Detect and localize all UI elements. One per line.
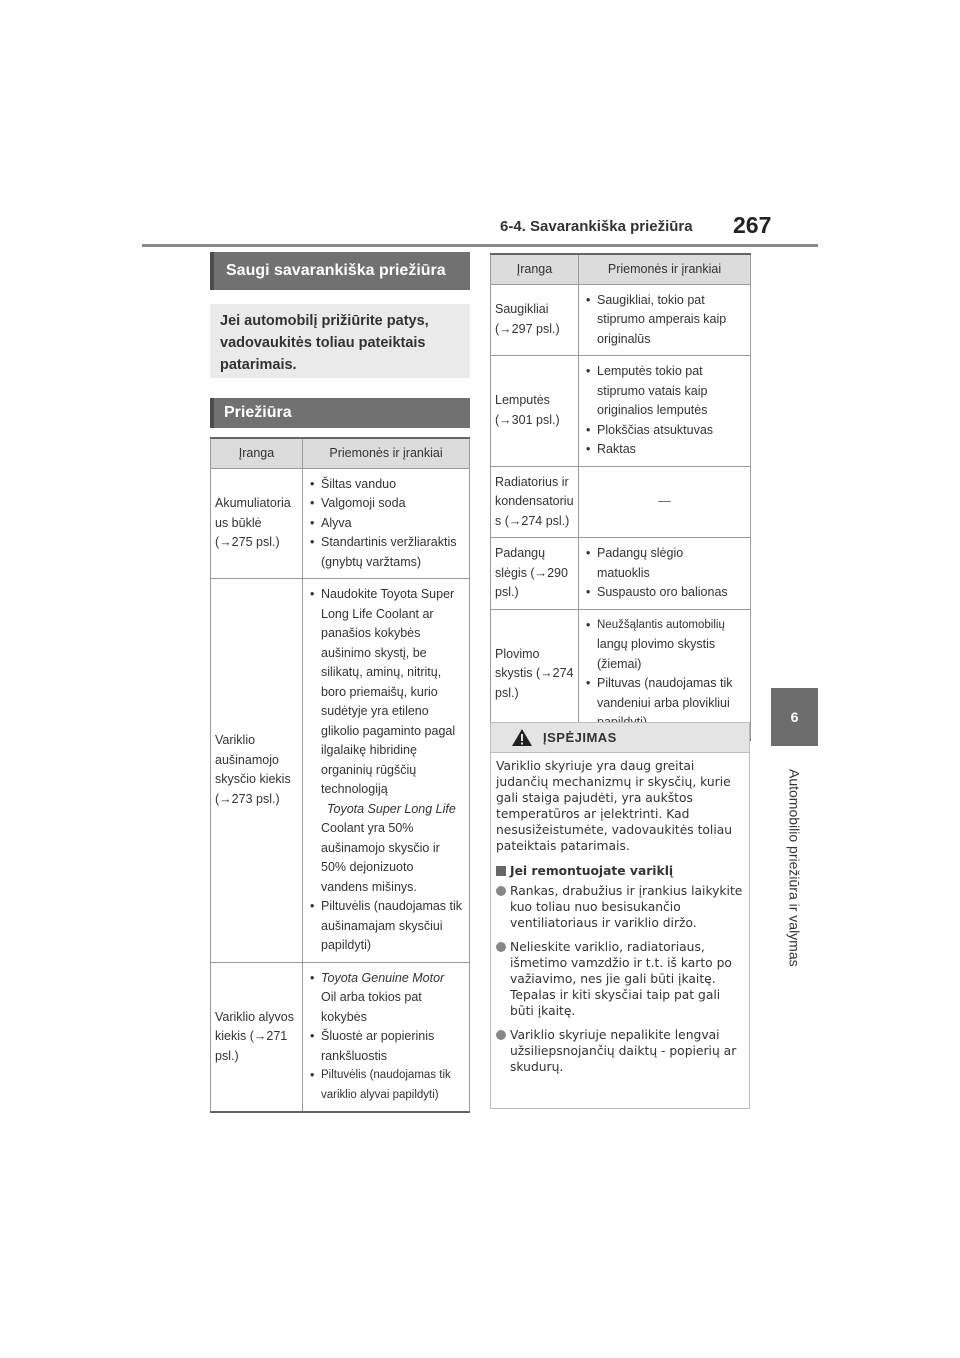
chapter-title-text: Automobilio priežiūra ir valymas [786,768,803,967]
chapter-title-vertical [771,760,818,975]
warning-item: Nelieskite variklio, radiatoriaus, išmetimo vamzdžio ir t.t. iš karto po važiavimo, nes jie gali būti įkaitę. Tepalas ir kiti skysčiai taip pat gali būti įkaitę. [496,939,744,1019]
tool-item: • Plokščias atsuktuvas [583,421,746,441]
column-header: Priemonės ir įrankiai [579,254,751,284]
device-cell [491,466,579,538]
tools-cell [579,609,751,740]
table-row [211,962,470,1112]
device-line: skystis (→274 [495,666,574,681]
tool-item: • Piltuvėlis (naudojamas tik aušinamajam skysčiui papildyti) [307,897,465,956]
device-line: us būklė [215,515,262,530]
column-header: Įranga [491,254,579,284]
tool-item: • Standartinis veržliaraktis (gnybtų varžtams) [307,533,465,572]
device-line: Radiatorius ir [495,474,569,489]
tool-item: • Neužšąlantis automobilių langų plovimo skystis (žiemai) [583,616,746,675]
tools-cell [579,356,751,467]
device-line: skysčio kiekis [215,772,291,787]
tool-item: • Valgomoji soda [307,494,465,514]
tool-item: • Alyva [307,514,465,534]
warning-body [491,753,749,1075]
device-line: Plovimo [495,646,540,661]
device-line: kondensatoriu [495,494,574,508]
tool-item: • Lemputės tokio pat stiprumo vatais kaip originalios lemputės [583,362,746,421]
device-line: slėgis (→290 [495,565,568,580]
warning-item: Rankas, drabužius ir įrankius laikykite kuo toliau nuo besisukančio ventiliatoriaus ir variklio diržo. [496,883,744,931]
device-line: kiekis (→271 [215,1029,288,1043]
table-row [491,466,751,538]
device-line: Akumuliatoria [215,496,291,510]
intro-heading [210,252,470,290]
table-header-row [491,254,751,284]
device-cell [211,468,303,579]
device-line: psl.) [495,685,519,700]
warning-header [491,723,749,753]
tools-cell [579,284,751,356]
warning-subheading: Jei remontuojate variklį [496,863,744,879]
tool-item: • Šiltas vanduo [307,475,465,495]
table-row [491,609,751,740]
table-row [211,468,470,579]
device-line: Variklio alyvos [215,1009,294,1024]
warning-triangle-icon [511,728,533,747]
warning-title: ĮSPĖJIMAS [543,730,617,745]
device-line: s (→274 psl.) [495,513,570,528]
header-divider [142,244,818,247]
maintenance-table-right [490,253,751,741]
table-row [491,356,751,467]
device-line: Variklio [215,733,256,748]
warning-box [490,722,750,1109]
device-line: Saugikliai [495,302,549,317]
tool-item: • Padangų slėgio matuoklis [583,544,746,583]
device-line: psl.) [495,585,519,599]
table-row [211,579,470,963]
tools-cell-empty: — [579,466,751,538]
table-row [491,284,751,356]
tool-item: • Toyota Genuine Motor Oil arba tokios pat kokybės [307,969,465,1028]
tools-cell [579,538,751,610]
device-line: (→301 psl.) [495,412,560,427]
intro-heading-text: Saugi savarankiška priežiūra [226,262,446,279]
intro-line: Jei automobilį prižiūrite patys, [220,313,429,329]
tools-cell [303,468,470,579]
section-title: 6-4. Savarankiška priežiūra [500,218,693,235]
section-heading [210,398,470,428]
tools-cell [303,579,470,963]
device-line: aušinamojo [215,752,279,767]
device-cell [491,356,579,467]
intro-box [210,304,470,378]
tool-item: • Naudokite Toyota Super Long Life Coolant ar panašios kokybės aušinimo skystį, be silikatų, aminų, nitritų, boro priemaišų, kurio sudėtyje yra etileno glikolio pagaminto pagal ilgalaikę hibridinę organinių rūgščių technologiją Toyota Super Long Life Coolant yra 50% aušinamojo skysčio ir 50% dejonizuoto vandens mišinys. [307,585,465,897]
maintenance-table-left [210,437,470,1113]
device-line: (→273 psl.) [215,791,280,806]
chapter-number-tab: 6 [771,688,818,746]
device-line: Lemputės [495,393,550,408]
table-row [491,538,751,610]
device-cell [491,284,579,356]
tool-item: • Raktas [583,440,746,460]
warning-item: Variklio skyriuje nepalikite lengvai užsiliepsnojančių daiktų - popierių ar skudurų. [496,1027,744,1075]
page-number: 267 [733,212,772,238]
intro-line: vadovaukitės toliau pateiktais [220,335,426,351]
table-header-row [211,438,470,468]
column-header: Įranga [211,438,303,468]
tool-item: • Suspausto oro balionas [583,583,746,603]
tool-item: • Piltuvas (naudojamas tik vandeniui arba plovikliui [583,674,746,733]
device-line: Padangų [495,546,546,560]
section-heading-text: Priežiūra [224,404,292,421]
tools-cell [303,962,470,1112]
device-cell [211,579,303,963]
tool-item: • Piltuvėlis (naudojamas tik variklio alyvai papildyti) [307,1066,465,1105]
tool-item: • Saugikliai, tokio pat stiprumo amperais kaip originalūs [583,291,746,350]
device-cell [491,609,579,740]
device-cell [491,538,579,610]
device-line: psl.) [215,1048,239,1063]
warning-intro: Variklio skyriuje yra daug greitai judančių mechanizmų ir skysčių, kurie gali staiga pajudėti, yra aukštos temperatūros ar įelektrinti. Kad nesusižeistumėte, vadovaukitės toliau pateiktais patarimais. [496,759,733,853]
tool-item: • Šluostė ar popierinis rankšluostis [307,1027,465,1066]
device-line: (→275 psl.) [215,535,280,549]
device-cell [211,962,303,1112]
intro-line: patarimais. [220,357,297,373]
device-line: (→297 psl.) [495,321,560,336]
column-header: Priemonės ir įrankiai [303,438,470,468]
